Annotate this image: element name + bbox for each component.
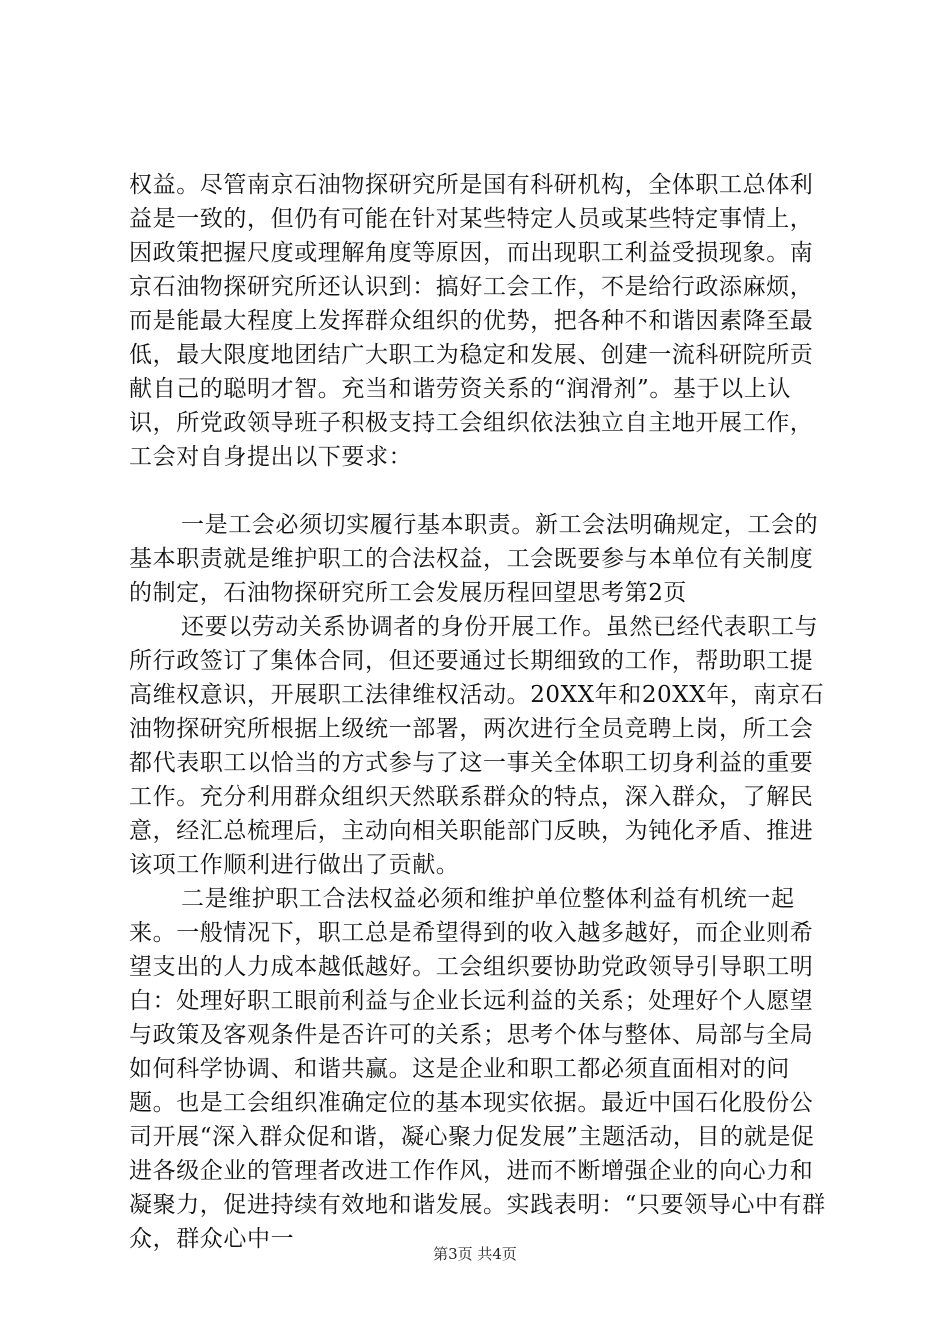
paragraph-1: 权益。尽管南京石油物探研究所是国有科研机构，全体职工总体利益是一致的，但仍有可能在针对某些特定人员或某些特定事情上，因政策把握尺度或理解角度等原因，而出现职工利益受损现象。南京石油物探研究所还认识到：搞好工会工作，不是给行政添麻烦，而是能最大程度上发挥群众组织的优势，把各种不和谐因素降至最低，最大限度地团结广大职工为稳定和发展、创建一流科研院所贡献自己的聪明才智。充当和谐劳资关系的“润滑剂”。基于以上认识，所党政领导班子积极支持工会组织依法独立自主地开展工作，工会对自身提出以下要求： — [129, 172, 814, 470]
paragraph-gap — [129, 474, 829, 508]
page-footer: 第3页 共4页 — [433, 1245, 517, 1263]
paragraph-2: 一是工会必须切实履行基本职责。新工会法明确规定，工会的基本职责就是维护职工的合法权益，工会既要参与本单位有关制度的制定，石油物探研究所工会发展历程回望思考第2页 — [129, 512, 819, 606]
document-body — [129, 168, 829, 1256]
paragraph-3: 还要以劳动关系协调者的身份开展工作。虽然已经代表职工与所行政签订了集体合同，但还要通过长期细致的工作，帮助职工提高维权意识，开展职工法律维权活动。20XX年和20XX年，南京石油物探研究所根据上级统一部署，两次进行全员竞聘上岗，所工会都代表职工以恰当的方式参与了这一事关全体职工切身利益的重要工作。充分利用群众组织天然联系群众的特点，深入群众，了解民意，经汇总梳理后，主动向相关职能部门反映，为钝化矛盾、推进该项工作顺利进行做出了贡献。 — [129, 614, 825, 878]
paragraph-4: 二是维护职工合法权益必须和维护单位整体利益有机统一起来。一般情况下，职工总是希望得到的收入越多越好，而企业则希望支出的人力成本越低越好。工会组织要协助党政领导引导职工明白：处理好职工眼前利益与企业长远利益的关系；处理好个人愿望与政策及客观条件是否许可的关系；思考个体与整体、局部与全局如何科学协调、和谐共赢。这是企业和职工都必须直面相对的问题。也是工会组织准确定位的基本现实依据。最近中国石化股份公司开展“深入群众促和谐，凝心聚力促发展”主题活动，目的就是促进各级企业的管理者改进工作作风，进而不断增强企业的向心力和凝聚力，促进持续有效地和谐发展。实践表明：“只要领导心中有群众，群众心中一 — [129, 886, 826, 1252]
